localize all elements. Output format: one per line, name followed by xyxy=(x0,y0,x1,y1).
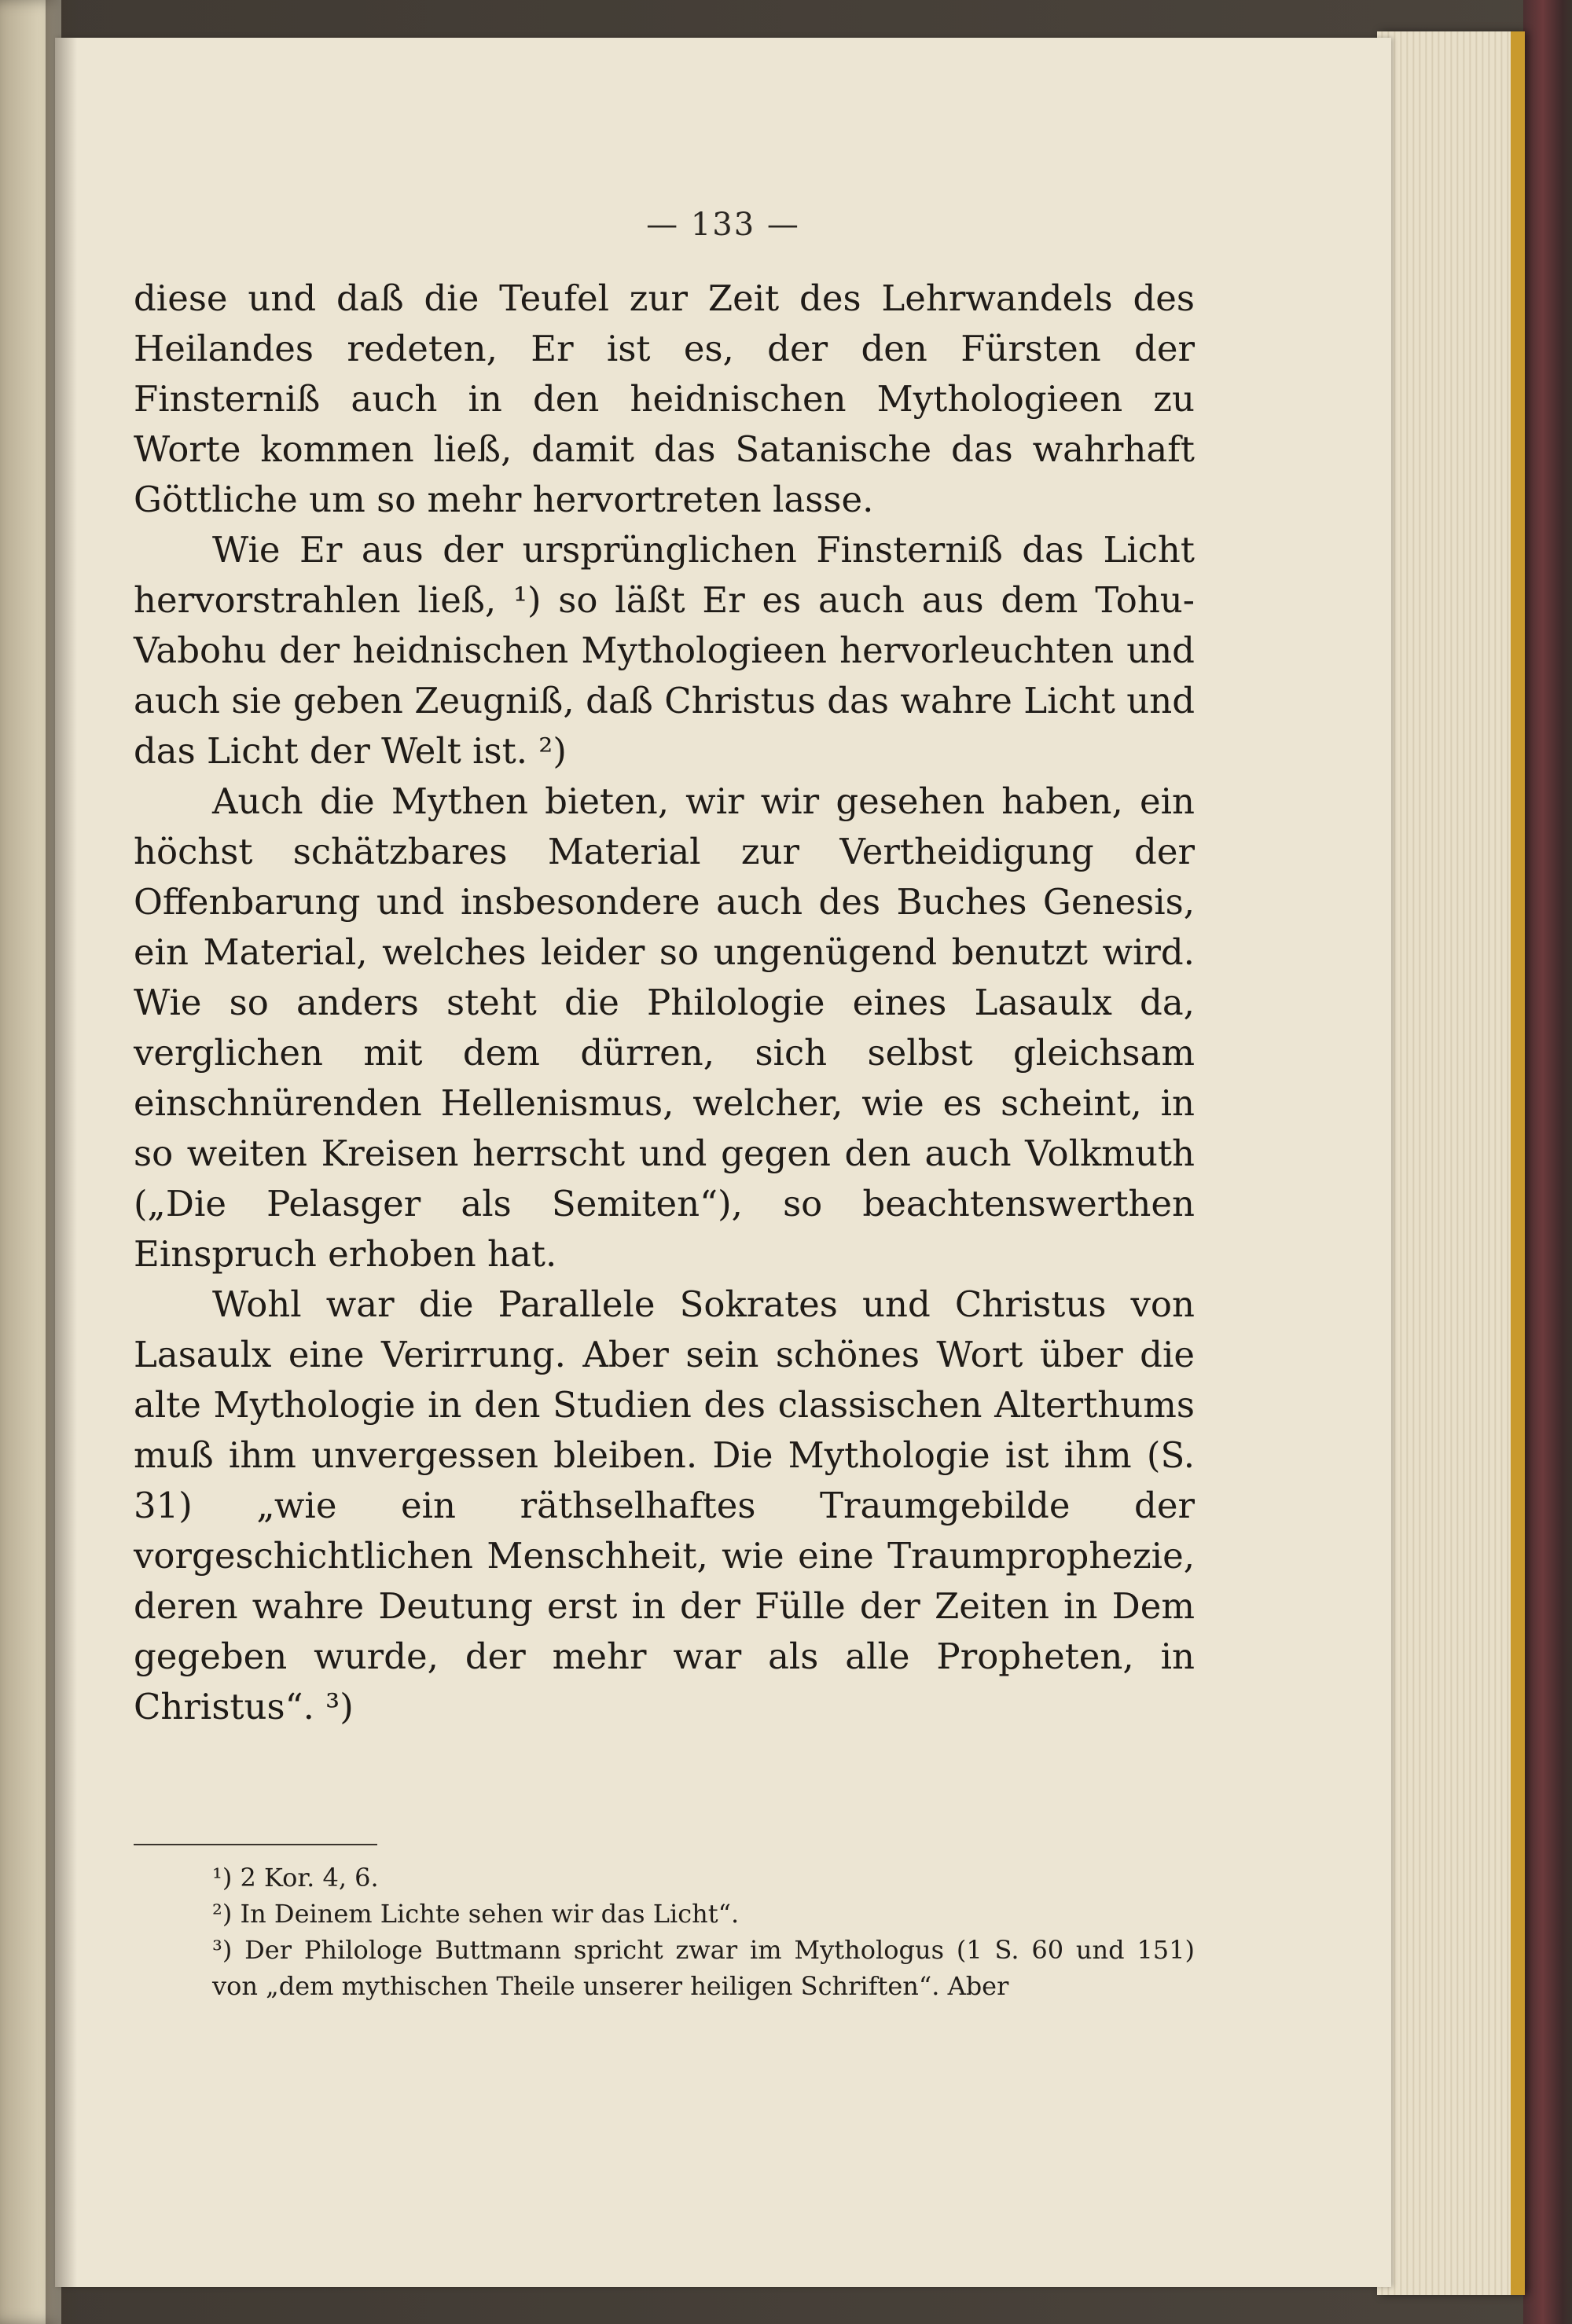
book-page xyxy=(55,38,1391,2287)
paragraph-3: Auch die Mythen bieten, wir wir gesehen haben, ein höchst schätzbares Material zur Vertheidigung der Offenbarung und insbesondere auch des Buches Genesis, ein Material, welches leider so ungenügend benutzt wird. Wie so anders steht die Philologie eines Lasaulx da, verglichen mit dem dürren, sich selbst gleichsam einschnürenden Hellenismus, welcher, wie es scheint, in so weiten Kreisen herrscht und gegen den auch Volkmuth („Die Pelasger als Semiten“), so beachtenswerthen Einspruch erhoben hat. xyxy=(134,780,1195,1275)
paragraph-2: Wie Er aus der ursprünglichen Finsterniß das Licht hervorstrahlen ließ, ¹) so läßt Er es auch aus dem Tohu-Vabohu der heidnischen Mythologieen hervorleuchten und auch sie geben Zeugniß, daß Christus das wahre Licht und das Licht der Welt ist. ²) xyxy=(134,529,1195,772)
footnote-1: ¹) 2 Kor. 4, 6. xyxy=(212,1863,379,1893)
footnote-2: ²) In Deinem Lichte sehen wir das Licht“. xyxy=(212,1899,740,1929)
page-number: — 133 — xyxy=(646,207,800,243)
paragraph-4: Wohl war die Parallele Sokrates und Christus von Lasaulx eine Verirrung. Aber sein schönes Wort über die alte Mythologie in den Studien des classischen Alterthums muß ihm unvergessen bleiben. Die Mythologie ist ihm (S. 31) „wie ein räthselhaftes Traumgebilde der vorgeschichtlichen Menschheit, wie eine Traumprophezie, deren wahre Deutung erst in der Fülle der Zeiten in Dem gegeben wurde, der mehr war als alle Propheten, in Christus“. ³) xyxy=(134,1283,1195,1727)
book-cover-edge xyxy=(1523,0,1572,2324)
gutter-shadow xyxy=(46,0,77,2324)
body-text xyxy=(134,274,1195,1732)
paragraph-1: diese und daß die Teufel zur Zeit des Lehrwandels des Heilandes redeten, Er ist es, der den Fürsten der Finsterniß auch in den heidnischen Mythologieen zu Worte kommen ließ, damit das Satanische das wahrhaft Göttliche um so mehr hervortreten lasse. xyxy=(134,277,1195,520)
footnote-3: ³) Der Philologe Buttmann spricht zwar im Mythologus (1 S. 60 und 151) von „dem mythischen Theile unserer heiligen Schriften“. Aber xyxy=(212,1935,1195,2001)
page-stack-edge xyxy=(1377,31,1525,2295)
footnote-divider xyxy=(134,1844,377,1845)
footnotes xyxy=(134,1860,1195,2004)
